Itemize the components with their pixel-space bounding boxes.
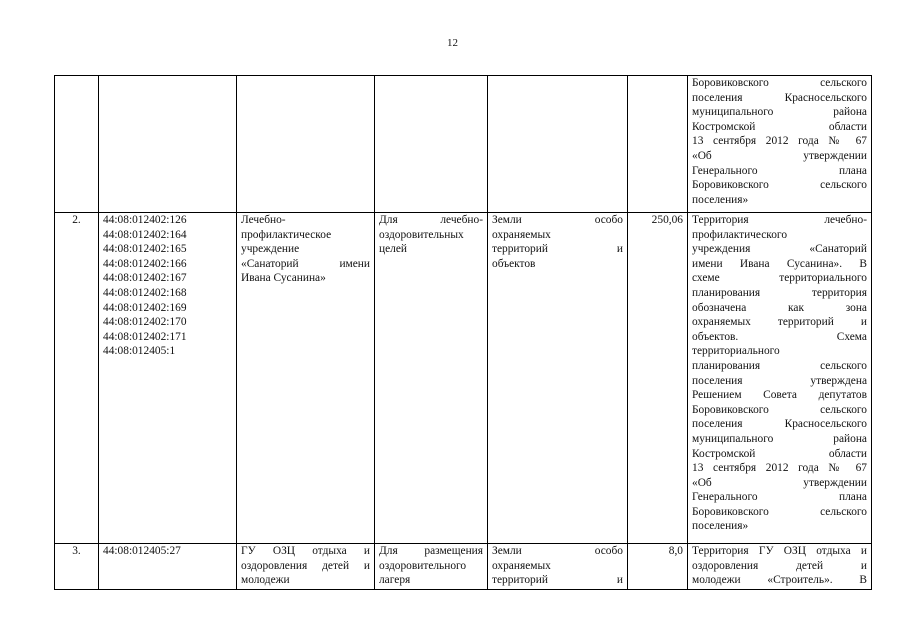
land-category-line: объектов (492, 257, 536, 270)
object-name-line: «Санаторий имени (241, 257, 370, 270)
purpose-line: оздоровительного (379, 559, 467, 572)
cadastral-cell (99, 213, 237, 544)
description-line: 13 сентября 2012 года № 67 (692, 135, 867, 148)
land-category-line: территорий и (492, 574, 623, 587)
description-line: Боровиковского сельского (692, 179, 867, 192)
description-line: учреждения «Санаторий (692, 243, 867, 256)
area-cell: 8,0 (628, 544, 688, 590)
table-row (55, 213, 872, 544)
description-line: муниципального района (692, 432, 867, 445)
object-name-line: оздоровления детей и (241, 559, 370, 572)
description-line: Генерального плана (692, 164, 867, 177)
row-number-cell: 2. (55, 213, 99, 544)
cadastral-cell (99, 544, 237, 590)
purpose-line: Для размещения (379, 545, 483, 557)
description-line: имени Ивана Сусанина». В (692, 257, 867, 270)
description-line: Боровиковского сельского (692, 505, 867, 518)
description-line: планирования территория (692, 286, 867, 299)
description-line: поселения» (692, 193, 749, 206)
row-number-cell (55, 76, 99, 213)
description-line: Боровиковского сельского (692, 403, 867, 416)
description-line: молодежи «Строитель». В (692, 574, 867, 587)
purpose-cell (375, 76, 488, 213)
description-line: поселения утверждена (692, 374, 867, 387)
purpose-line: целей (379, 243, 407, 256)
purpose-cell (375, 213, 488, 544)
object-name-cell (237, 76, 375, 213)
description-line: поселения Красносельского (692, 91, 867, 104)
object-name-cell (237, 213, 375, 544)
description-line: поселения» (692, 520, 749, 533)
cadastral-cell (99, 76, 237, 213)
cadastral-number: 44:08:012402:165 (103, 243, 187, 256)
cadastral-number: 44:08:012402:171 (103, 330, 187, 343)
land-category-line: охраняемых (492, 559, 551, 572)
description-line: Генерального плана (692, 491, 867, 504)
description-line: схеме территориального (692, 272, 867, 285)
description-line: Решением Совета депутатов (692, 389, 867, 402)
object-name-line: учреждение (241, 243, 300, 256)
description-line: поселения Красносельского (692, 418, 867, 431)
purpose-line: оздоровительных (379, 228, 464, 241)
cadastral-number: 44:08:012402:170 (103, 316, 187, 329)
area-cell: 250,06 (628, 213, 688, 544)
land-category-line: охраняемых (492, 228, 551, 241)
land-category-line: территорий и (492, 243, 623, 256)
object-name-line: молодежи (241, 574, 290, 587)
description-line: оздоровления детей и (692, 559, 867, 572)
land-category-line: Земли особо (492, 214, 623, 226)
land-plots-table (54, 75, 872, 590)
description-line: Костромской области (692, 447, 867, 460)
object-name-cell (237, 544, 375, 590)
cadastral-number: 44:08:012402:168 (103, 286, 187, 299)
description-line: планирования сельского (692, 359, 867, 372)
description-line: «Об утверждении (692, 149, 867, 162)
land-category-cell (488, 76, 628, 213)
description-line: охраняемых территорий и (692, 316, 867, 329)
table-row (55, 76, 872, 213)
row-number-cell: 3. (55, 544, 99, 590)
cadastral-number: 44:08:012402:126 (103, 214, 187, 226)
land-category-cell (488, 213, 628, 544)
description-cell (688, 213, 872, 544)
description-line: 13 сентября 2012 года № 67 (692, 462, 867, 475)
object-name-line: профилактическое (241, 228, 332, 241)
purpose-line: лагеря (379, 574, 411, 587)
cadastral-number: 44:08:012402:164 (103, 228, 187, 241)
purpose-cell (375, 544, 488, 590)
cadastral-number: 44:08:012405:1 (103, 345, 176, 358)
cadastral-number: 44:08:012402:169 (103, 301, 187, 314)
cadastral-number: 44:08:012402:167 (103, 272, 187, 285)
cadastral-number: 44:08:012405:27 (103, 545, 181, 557)
land-category-line: Земли особо (492, 545, 623, 557)
object-name-line: ГУ ОЗЦ отдыха и (241, 545, 370, 557)
land-category-cell (488, 544, 628, 590)
description-line: «Об утверждении (692, 476, 867, 489)
area-cell (628, 76, 688, 213)
description-line: Костромской области (692, 120, 867, 133)
description-line: Территория лечебно- (692, 214, 867, 226)
description-line: Территория ГУ ОЗЦ отдыха и (692, 545, 867, 557)
table-row (55, 544, 872, 590)
description-line: территориального (692, 345, 780, 358)
description-line: профилактического (692, 228, 788, 241)
purpose-line: Для лечебно- (379, 214, 483, 226)
description-line: муниципального района (692, 106, 867, 119)
description-line: объектов. Схема (692, 330, 867, 343)
object-name-line: Ивана Сусанина» (241, 272, 326, 285)
description-line: Боровиковского сельского (692, 77, 867, 89)
description-cell (688, 544, 872, 590)
object-name-line: Лечебно- (241, 214, 286, 226)
description-line: обозначена как зона (692, 301, 867, 314)
description-cell (688, 76, 872, 213)
page-number: 12 (447, 37, 458, 49)
cadastral-number: 44:08:012402:166 (103, 257, 187, 270)
